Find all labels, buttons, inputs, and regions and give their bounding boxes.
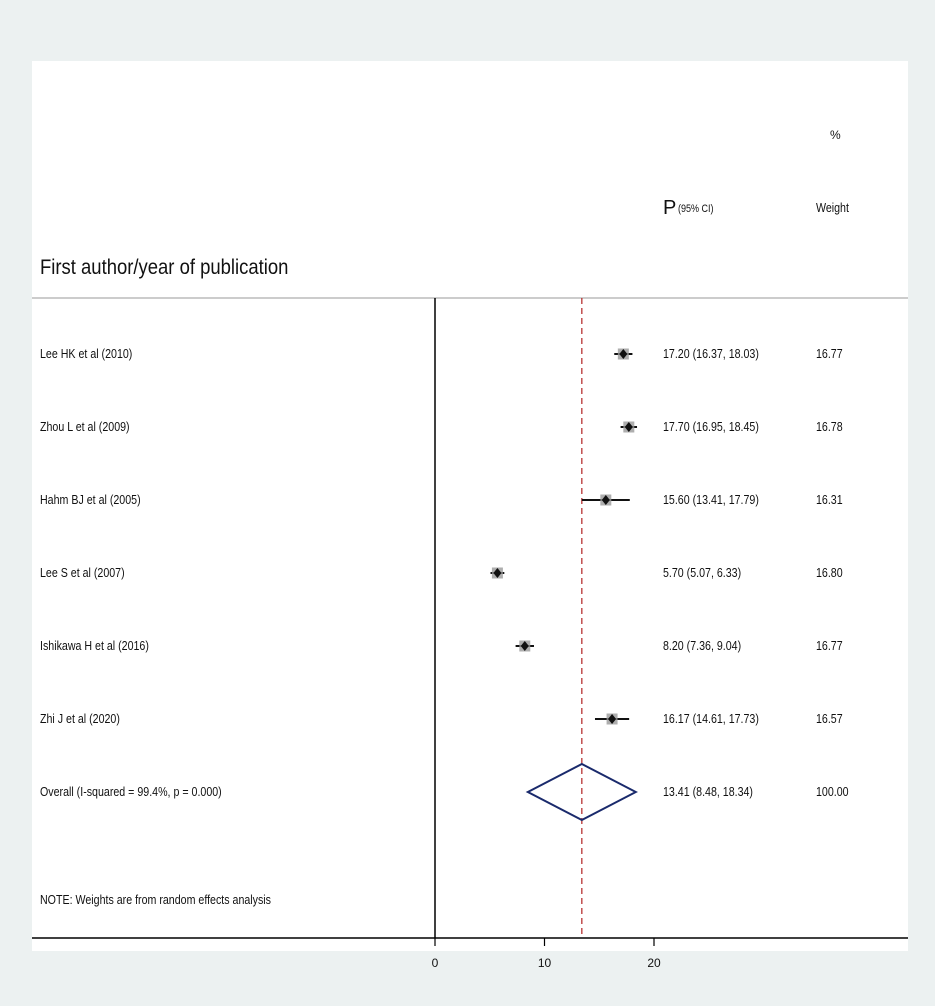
study-weight: 16.80	[816, 564, 843, 581]
study-label: Zhou L et al (2009)	[40, 418, 130, 435]
footnote: NOTE: Weights are from random effects analysis	[40, 891, 272, 908]
study-weight: 16.77	[816, 637, 843, 654]
study-ci-text: 17.20 (16.37, 18.03)	[663, 345, 759, 362]
forest-plot-panel	[32, 61, 908, 970]
study-row	[40, 565, 843, 580]
study-ci-text: 8.20 (7.36, 9.04)	[663, 637, 742, 654]
overall-label: Overall (I-squared = 99.4%, p = 0.000)	[40, 783, 222, 800]
study-weight: 16.57	[816, 710, 843, 727]
header-estimate: P	[663, 197, 677, 219]
forest-plot	[32, 61, 908, 970]
study-ci-text: 16.17 (14.61, 17.73)	[663, 710, 759, 727]
study-row	[40, 711, 843, 726]
study-ci-text: 15.60 (13.41, 17.79)	[663, 491, 759, 508]
overall-ci-text: 13.41 (8.48, 18.34)	[663, 783, 753, 800]
study-ci-text: 5.70 (5.07, 6.33)	[663, 564, 742, 581]
study-weight: 16.77	[816, 345, 843, 362]
study-label: Lee HK et al (2010)	[40, 345, 133, 362]
header-weight: Weight	[816, 199, 849, 216]
header-weight-percent: %	[830, 128, 841, 142]
x-tick-label-20: 20	[647, 956, 661, 970]
overall-weight: 100.00	[816, 783, 849, 800]
study-weight: 16.31	[816, 491, 843, 508]
study-label: Zhi J et al (2020)	[40, 710, 120, 727]
study-label: Hahm BJ et al (2005)	[40, 491, 141, 508]
study-row	[40, 638, 843, 653]
study-ci-text: 17.70 (16.95, 18.45)	[663, 418, 759, 435]
study-label: Lee S et al (2007)	[40, 564, 125, 581]
study-label: Ishikawa H et al (2016)	[40, 637, 149, 654]
x-tick-label-10: 10	[537, 956, 552, 970]
study-row	[40, 346, 843, 361]
header-ci: (95% CI)	[678, 203, 714, 216]
x-tick-label-0: 0	[431, 956, 439, 970]
study-row	[40, 419, 843, 434]
overall-row	[40, 764, 849, 820]
plot-title: First author/year of publication	[40, 255, 289, 280]
study-weight: 16.78	[816, 418, 843, 435]
study-row	[40, 492, 843, 507]
